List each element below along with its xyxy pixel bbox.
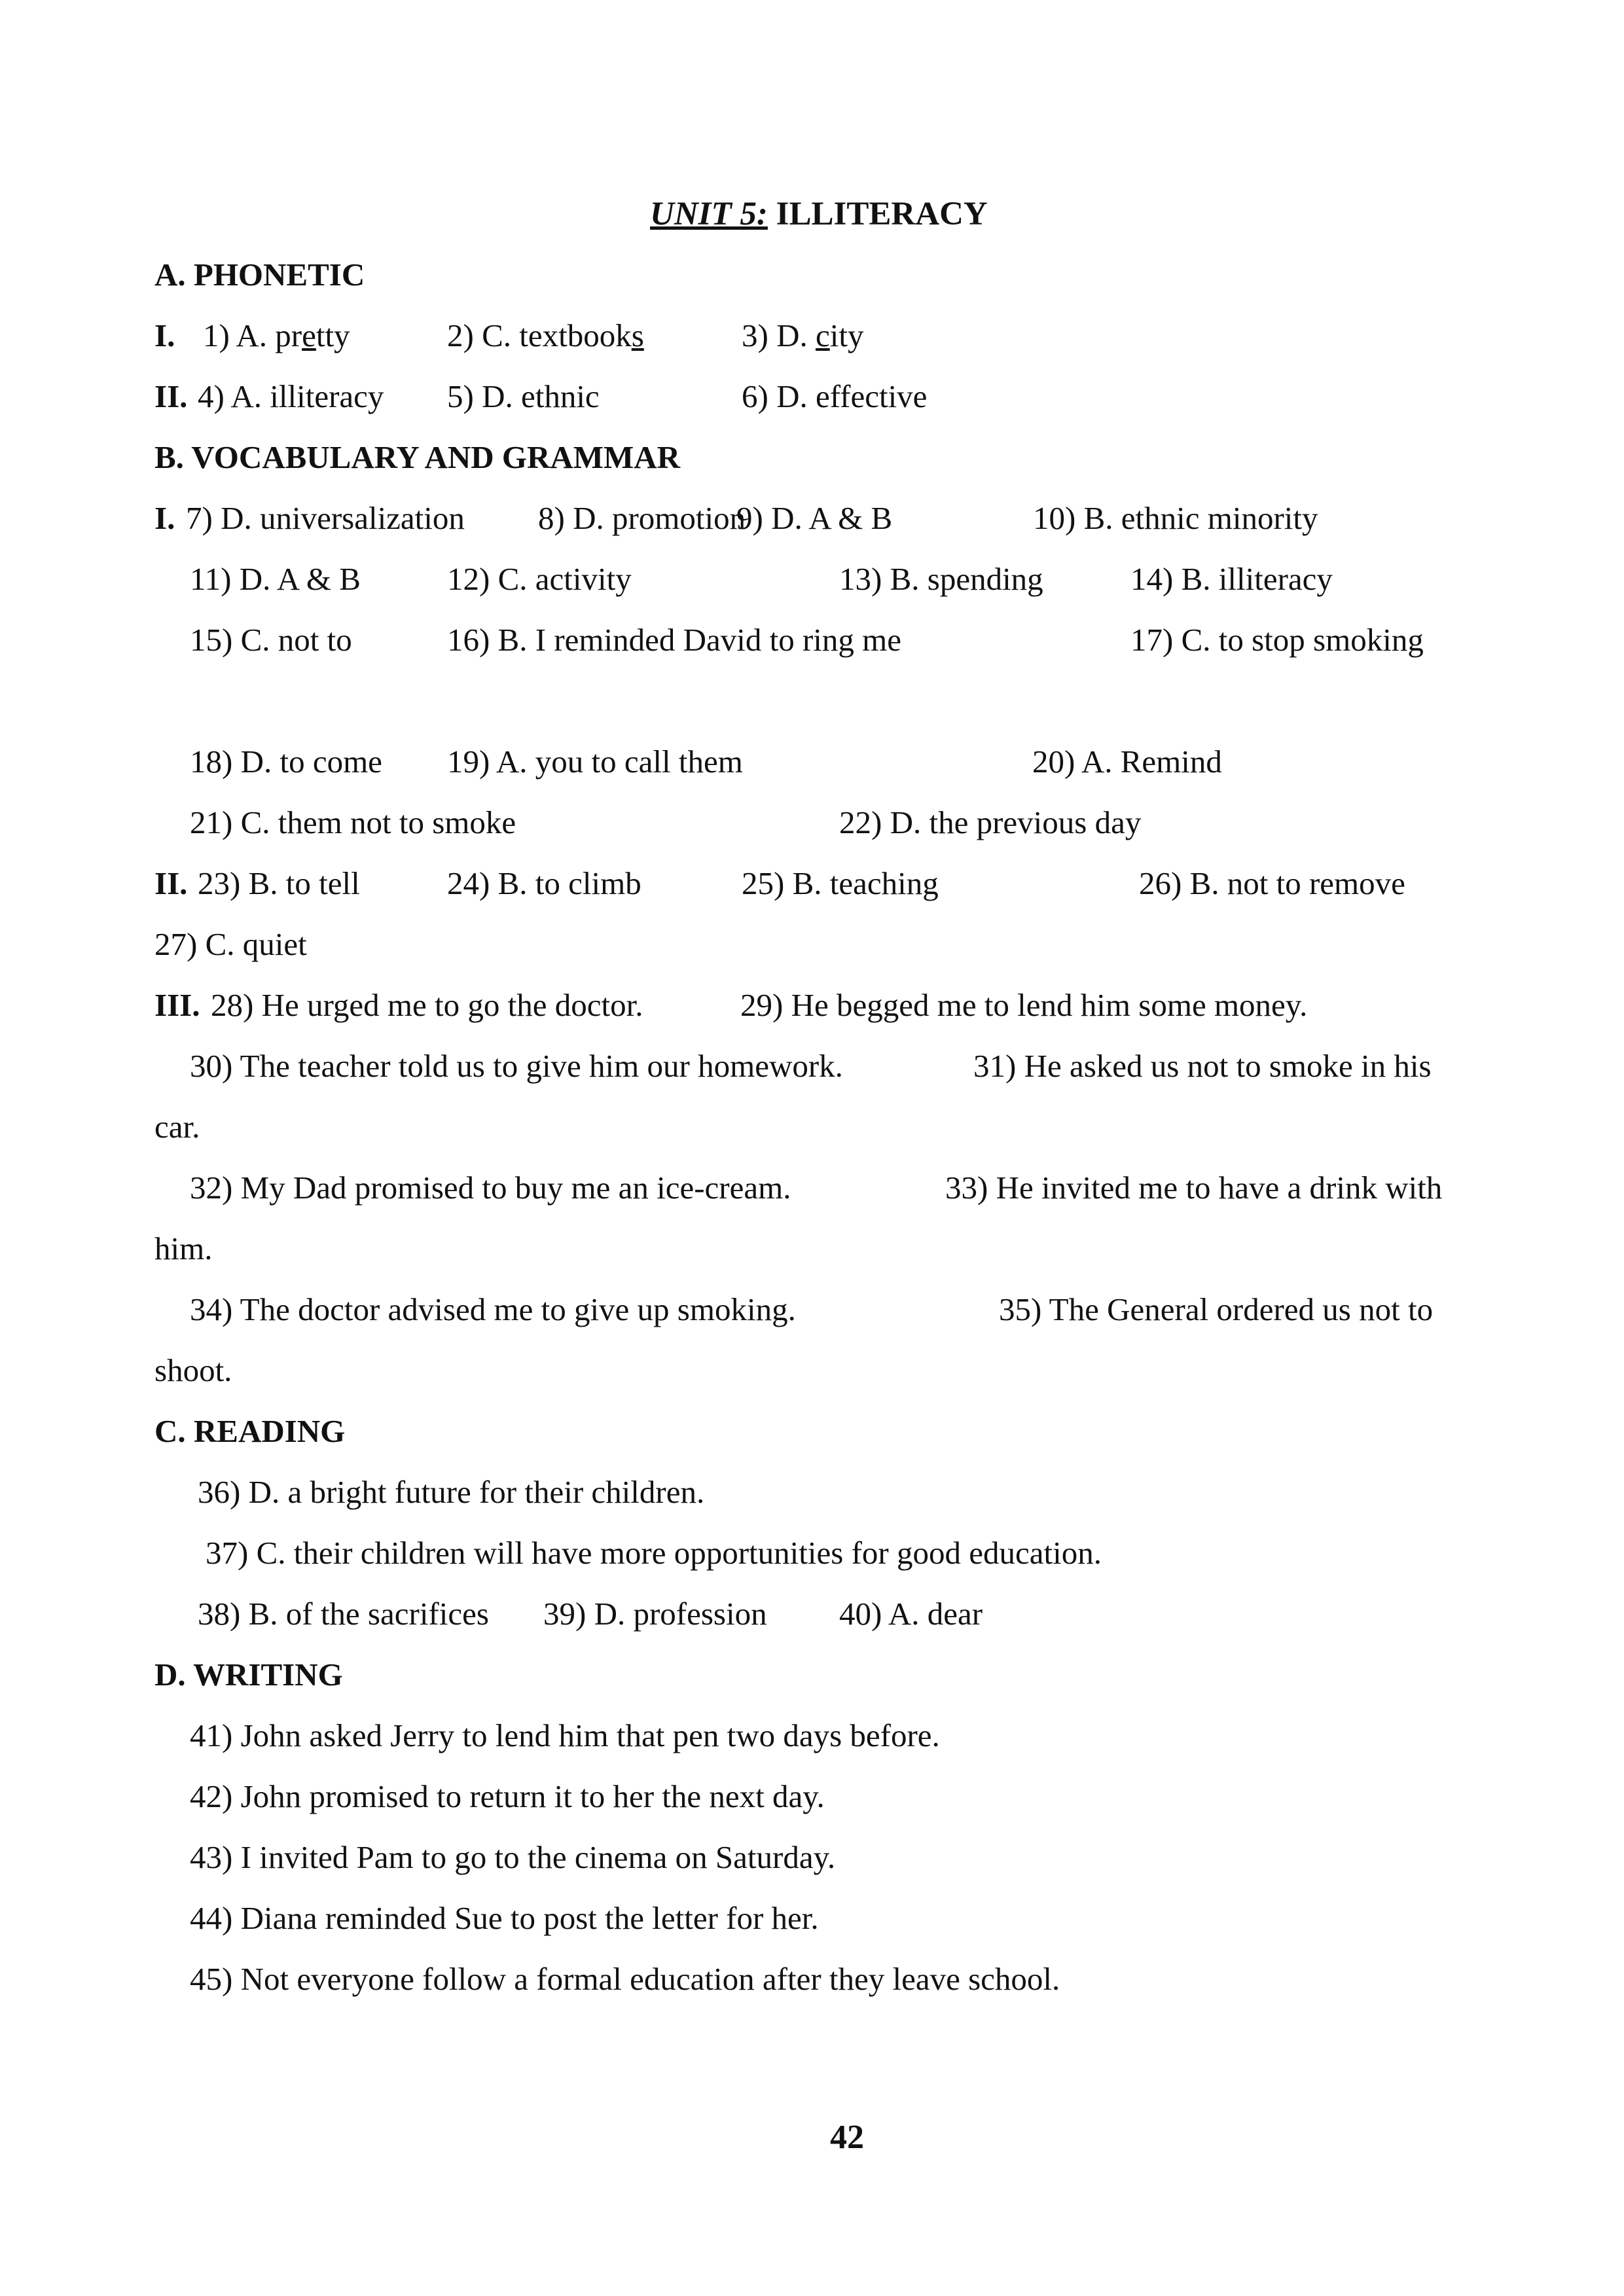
answer-44: 44) Diana reminded Sue to post the letter for her.: [190, 1900, 819, 1936]
answer-19: 19) A. you to call them: [447, 744, 743, 780]
answer-8: 8) D. promotion: [538, 500, 746, 536]
answer-3: 3) D. city: [742, 317, 864, 353]
unit-name: ILLITERACY: [776, 196, 988, 232]
answer-23: 23) B. to tell: [198, 865, 360, 901]
page-number: 42: [830, 2119, 864, 2156]
answer-25: 25) B. teaching: [742, 865, 939, 901]
answer-31-line-2: car.: [154, 1109, 200, 1145]
answer-35-line-1: 35) The General ordered us not to: [999, 1291, 1434, 1327]
vocab-iii-label: III.: [154, 987, 200, 1023]
answer-9: 9) D. A & B: [736, 500, 893, 536]
answer-10: 10) B. ethnic minority: [1033, 500, 1318, 536]
answer-42: 42) John promised to return it to her the next day.: [190, 1778, 825, 1814]
answer-5: 5) D. ethnic: [447, 378, 600, 414]
answer-33-line-1: 33) He invited me to have a drink with: [945, 1170, 1443, 1206]
answer-2: 2) C. textbooks: [447, 317, 644, 353]
answer-15: 15) C. not to: [190, 622, 352, 658]
answer-20: 20) A. Remind: [1032, 744, 1222, 780]
answer-16: 16) B. I reminded David to ring me: [447, 622, 902, 658]
answer-7: 7) D. universalization: [186, 500, 465, 536]
answer-26: 26) B. not to remove: [1139, 865, 1405, 901]
answer-41: 41) John asked Jerry to lend him that pen two days before.: [190, 1717, 940, 1753]
answer-27: 27) C. quiet: [154, 926, 307, 962]
answer-31-line-1: 31) He asked us not to smoke in his: [973, 1048, 1432, 1084]
answer-38: 38) B. of the sacrifices: [198, 1596, 489, 1632]
answer-34: 34) The doctor advised me to give up smoking.: [190, 1291, 796, 1327]
answer-45: 45) Not everyone follow a formal education after they leave school.: [190, 1961, 1060, 1997]
unit-label: UNIT 5:: [650, 196, 768, 232]
answer-39: 39) D. profession: [543, 1596, 767, 1632]
answer-24: 24) B. to climb: [447, 865, 641, 901]
section-heading-writing: D. WRITING: [154, 1657, 343, 1693]
answer-11: 11) D. A & B: [190, 561, 361, 597]
section-heading-phonetic: A. PHONETIC: [154, 257, 365, 293]
answer-2-marked-letter: s: [631, 317, 644, 353]
answer-22: 22) D. the previous day: [839, 804, 1142, 840]
answer-43: 43) I invited Pam to go to the cinema on Saturday.: [190, 1839, 836, 1875]
phonetic-ii-label: II.: [154, 378, 188, 414]
answer-14: 14) B. illiteracy: [1130, 561, 1333, 597]
answer-17: 17) C. to stop smoking: [1130, 622, 1424, 658]
answer-35-line-2: shoot.: [154, 1352, 232, 1388]
answer-13: 13) B. spending: [839, 561, 1043, 597]
vocab-i-label: I.: [154, 500, 175, 536]
phonetic-i-label: I.: [154, 317, 175, 353]
answer-33-line-2: him.: [154, 1230, 213, 1266]
vocab-ii-label: II.: [154, 865, 188, 901]
section-heading-reading: C. READING: [154, 1413, 346, 1449]
answer-3-marked-letter: c: [815, 317, 830, 353]
answer-18: 18) D. to come: [190, 744, 382, 780]
answer-36: 36) D. a bright future for their children.: [198, 1474, 705, 1510]
answer-32: 32) My Dad promised to buy me an ice-cream.: [190, 1170, 791, 1206]
answer-1-marked-letter: e: [302, 317, 316, 353]
answer-1: 1) A. pretty: [203, 317, 350, 353]
answer-4: 4) A. illiteracy: [198, 378, 384, 414]
answer-6: 6) D. effective: [742, 378, 928, 414]
answer-29: 29) He begged me to lend him some money.: [740, 987, 1308, 1023]
answer-12: 12) C. activity: [447, 561, 632, 597]
section-heading-vocabulary: B. VOCABULARY AND GRAMMAR: [154, 439, 681, 475]
answer-30: 30) The teacher told us to give him our homework.: [190, 1048, 843, 1084]
answer-37: 37) C. their children will have more opportunities for good education.: [206, 1535, 1102, 1571]
page-title: [650, 194, 988, 234]
answer-40: 40) A. dear: [839, 1596, 983, 1632]
answer-28: 28) He urged me to go the doctor.: [211, 987, 643, 1023]
answer-21: 21) C. them not to smoke: [190, 804, 516, 840]
